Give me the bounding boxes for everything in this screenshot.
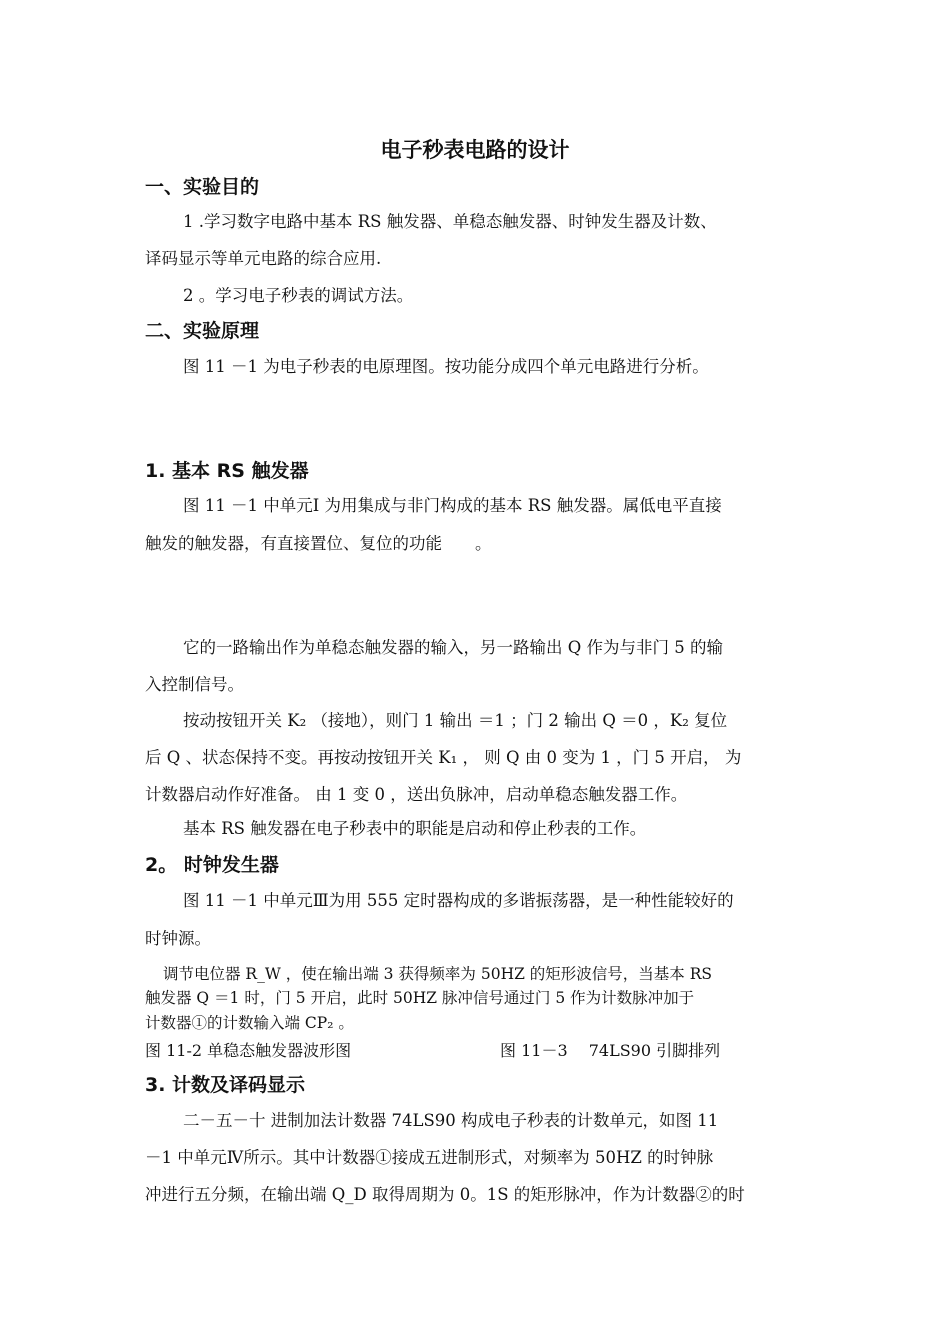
document-title: 电子秒表电路的设计: [380, 138, 570, 162]
section-heading-principle: 二、实验原理: [145, 320, 260, 342]
paragraph-line: 图 11 －1 为电子秒表的电原理图。按功能分成四个单元电路进行分析。: [183, 357, 709, 376]
paragraph-line: 2 。学习电子秒表的调试方法。: [183, 286, 414, 305]
paragraph-line: 图 11 －1 中单元Ⅲ为用 555 定时器构成的多谐振荡器，是一种性能较好的: [183, 891, 734, 910]
paragraph-line: 图 11 －1 中单元Ⅰ 为用集成与非门构成的基本 RS 触发器。属低电平直接: [183, 496, 722, 515]
section-heading-purpose: 一、实验目的: [145, 176, 260, 198]
subsection-heading-counter: 3. 计数及译码显示: [145, 1074, 306, 1096]
paragraph-line: 1 .学习数字电路中基本 RS 触发器、单稳态触发器、时钟发生器及计数、: [183, 212, 717, 231]
figure-caption-right: 图 11－3 74LS90 引脚排列: [500, 1041, 721, 1060]
paragraph-line: 计数器启动作好准备。 由 1 变 0 ，送出负脉冲，启动单稳态触发器工作。: [145, 785, 688, 804]
paragraph-line: 冲进行五分频，在输出端 Q_D 取得周期为 0。1S 的矩形脉冲，作为计数器②的时: [145, 1185, 745, 1204]
paragraph-line: －1 中单元Ⅳ所示。其中计数器①接成五进制形式，对频率为 50HZ 的时钟脉: [145, 1148, 714, 1167]
subsection-heading-rs-flipflop: 1. 基本 RS 触发器: [145, 460, 309, 482]
paragraph-line: 后 Q 、状态保持不变。再按动按钮开关 K₁ ， 则 Q 由 0 变为 1 ，门 5 开启， 为: [145, 748, 742, 767]
paragraph-line: 调节电位器 R_W ，使在输出端 3 获得频率为 50HZ 的矩形波信号，当基本 RS: [163, 965, 713, 983]
paragraph-line: 译码显示等单元电路的综合应用.: [145, 249, 382, 268]
paragraph-line: 计数器①的计数输入端 CP₂ 。: [145, 1014, 354, 1032]
paragraph-line: 触发器 Q ＝1 时，门 5 开启，此时 50HZ 脉冲信号通过门 5 作为计数脉冲加于: [145, 989, 695, 1007]
paragraph-line: 触发的触发器，有直接置位、复位的功能 。: [145, 534, 492, 553]
paragraph-line: 入控制信号。: [145, 675, 244, 694]
paragraph-line: 它的一路输出作为单稳态触发器的输入，另一路输出 Q 作为与非门 5 的输: [183, 638, 724, 657]
subsection-heading-clock: 2。 时钟发生器: [145, 854, 279, 876]
paragraph-line: 时钟源。: [145, 929, 211, 948]
paragraph-line: 基本 RS 触发器在电子秒表中的职能是启动和停止秒表的工作。: [183, 819, 647, 838]
figure-caption-left: 图 11-2 单稳态触发器波形图: [145, 1041, 352, 1060]
paragraph-line: 按动按钮开关 K₂ （接地），则门 1 输出 ＝1 ；门 2 输出 Q ＝0 ，K₂ 复位: [183, 711, 728, 730]
paragraph-line: 二－五－十 进制加法计数器 74LS90 构成电子秒表的计数单元，如图 11: [183, 1111, 719, 1130]
